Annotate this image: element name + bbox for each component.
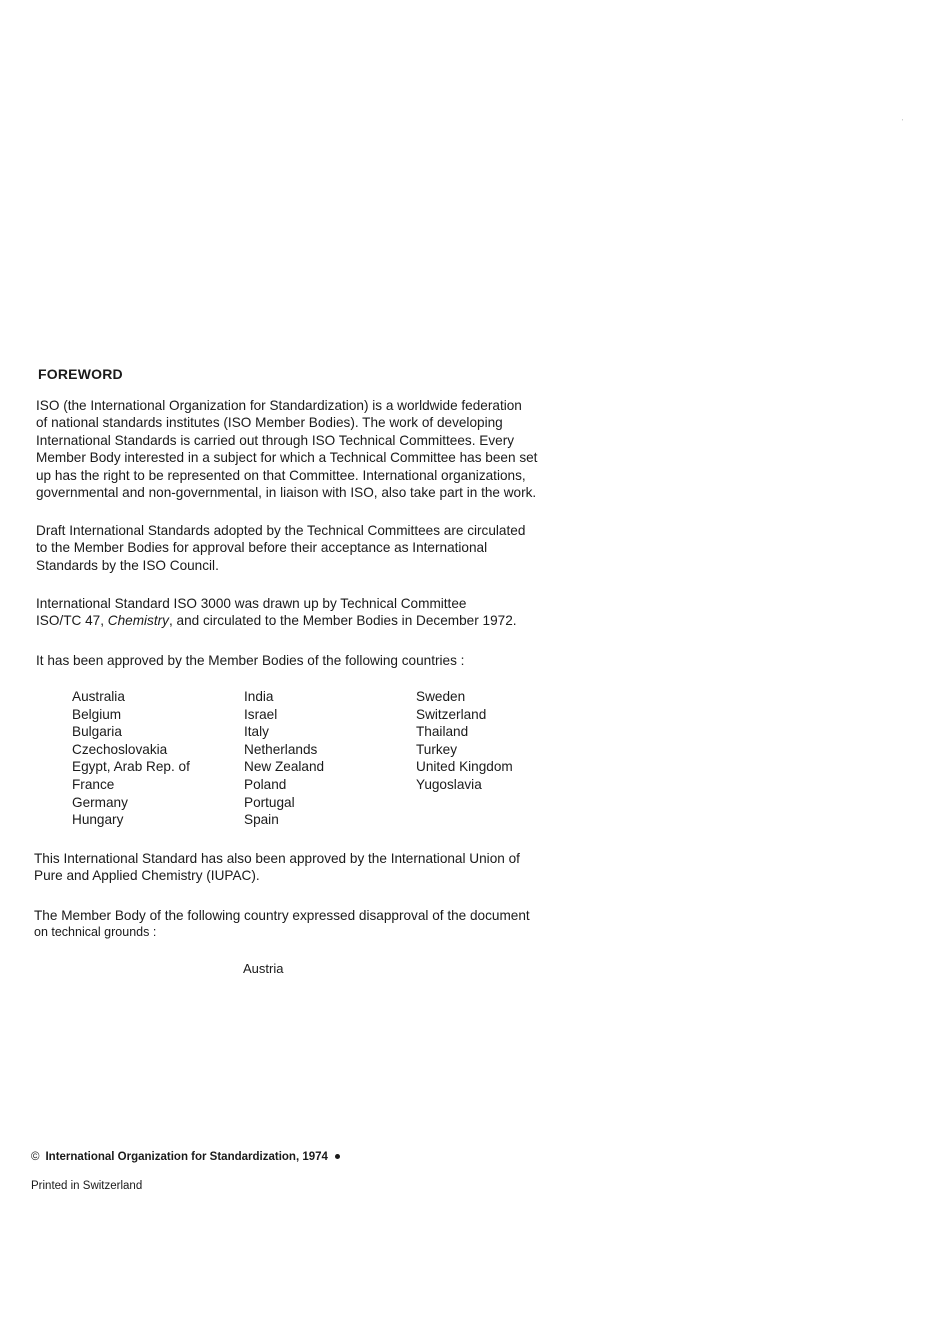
text-line: Pure and Applied Chemistry (IUPAC).: [34, 868, 260, 884]
disapproval-paragraph: [34, 907, 570, 942]
scan-speck: ʾ: [901, 118, 904, 127]
printed-in-notice: Printed in Switzerland: [31, 1180, 143, 1192]
copyright-text: International Organization for Standardization, 1974: [45, 1151, 328, 1163]
foreword-paragraph-3: [36, 595, 572, 630]
countries-column-2: [244, 688, 416, 829]
country-item: India: [244, 689, 274, 704]
country-item: Spain: [244, 812, 279, 828]
country-item: United Kingdom: [416, 759, 513, 775]
country-item: Germany: [72, 794, 128, 810]
approving-countries-list: [72, 688, 576, 829]
country-item: Hungary: [72, 812, 124, 828]
text-line: International Standard ISO 3000 was drawn up by Technical Committee: [36, 596, 467, 611]
text-line: The Member Body of the following country expressed disapproval of the document: [34, 908, 530, 923]
country-item: New Zealand: [244, 759, 325, 775]
country-item: Egypt, Arab Rep. of: [72, 759, 190, 775]
country-item: Netherlands: [244, 741, 318, 757]
text-line: to the Member Bodies for approval before their acceptance as International: [36, 540, 488, 556]
text-line: [36, 612, 572, 629]
text-line: on technical grounds :: [34, 925, 157, 940]
countries-column-3: [416, 688, 576, 829]
country-item: Switzerland: [416, 706, 487, 722]
bullet-dot-icon: [335, 1154, 340, 1159]
country-item: Thailand: [416, 724, 469, 740]
text-line: This International Standard has also been approved by the International Union of: [34, 851, 520, 866]
country-item: Yugoslavia: [416, 776, 482, 792]
country-item: Bulgaria: [72, 724, 122, 740]
country-item: Belgium: [72, 706, 122, 722]
country-item: Poland: [244, 776, 287, 792]
country-item: Turkey: [416, 741, 458, 757]
text-line: ISO (the International Organization for Standardization) is a worldwide federation: [36, 398, 522, 413]
country-item: Portugal: [244, 794, 295, 810]
text-line: Member Body interested in a subject for which a Technical Committee has been set: [36, 450, 538, 466]
foreword-paragraph-2: [36, 522, 572, 574]
iupac-approval-paragraph: [34, 850, 570, 885]
text-line: International Standards is carried out through ISO Technical Committees. Every: [36, 432, 515, 448]
copyright-icon: ©: [31, 1151, 40, 1163]
disapproving-country: Austria: [243, 961, 284, 976]
text-fragment: , and circulated to the Member Bodies in December 1972.: [168, 613, 517, 629]
country-item: Israel: [244, 706, 278, 722]
text-line: Draft International Standards adopted by the Technical Committees are circulated: [36, 523, 526, 538]
countries-column-1: [72, 688, 244, 829]
country-item: France: [72, 776, 115, 792]
country-item: Czechoslovakia: [72, 741, 168, 757]
text-line: governmental and non-governmental, in liaison with ISO, also take part in the work.: [36, 485, 537, 501]
text-fragment: ISO/TC 47,: [36, 613, 108, 629]
foreword-paragraph-1: [36, 397, 572, 501]
country-item: Australia: [72, 689, 125, 704]
country-item: Sweden: [416, 689, 466, 704]
foreword-heading: FOREWORD: [38, 366, 123, 382]
committee-title-italic: Chemistry: [107, 613, 169, 629]
text-line: of national standards institutes (ISO Member Bodies). The work of developing: [36, 415, 503, 431]
copyright-notice: [31, 1151, 340, 1163]
text-line: up has the right to be represented on that Committee. International organizations,: [36, 467, 526, 483]
country-item: Italy: [244, 724, 269, 740]
text-line: Standards by the ISO Council.: [36, 557, 219, 573]
approval-intro: It has been approved by the Member Bodies of the following countries :: [36, 653, 465, 668]
